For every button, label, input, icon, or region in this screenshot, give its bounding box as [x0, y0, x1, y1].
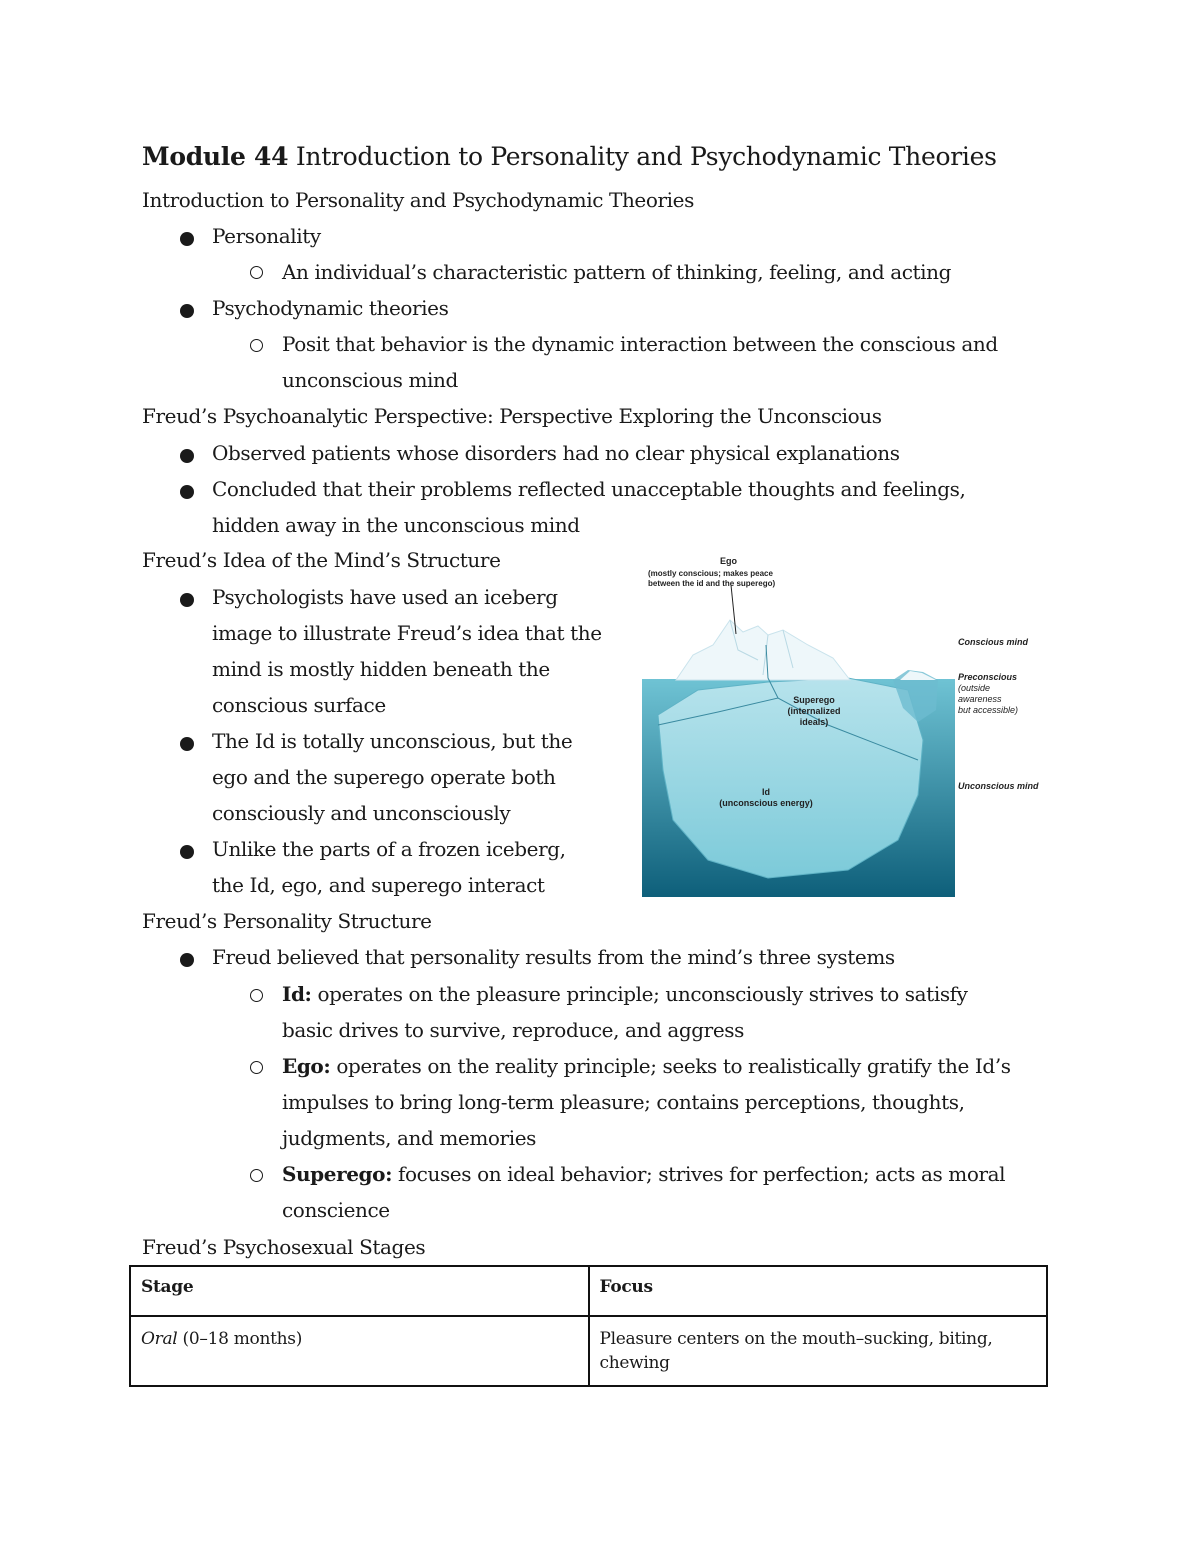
- preconscious-desc-2: awareness: [958, 694, 1002, 704]
- list-item-continued: ego and the superego operate both: [212, 765, 556, 789]
- superego-desc-1: (internalized: [787, 706, 841, 716]
- ego-desc-1: (mostly conscious; makes peace: [648, 569, 773, 578]
- id-desc: (unconscious energy): [719, 798, 813, 808]
- unconscious-mind-label: Unconscious mind: [958, 781, 1039, 791]
- ego-desc-2: between the id and the superego): [648, 579, 776, 588]
- sub-list-item-continued: impulses to bring long-term pleasure; contains perceptions, thoughts,: [282, 1090, 965, 1114]
- bullet-icon: [180, 953, 194, 967]
- list-item: Psychodynamic theories: [212, 296, 449, 320]
- id-label: Id: [762, 787, 770, 797]
- sub-list-item-continued: unconscious mind: [282, 368, 458, 392]
- sub-list-item: An individual’s characteristic pattern of thinking, feeling, and acting: [282, 260, 952, 284]
- superego-label: Superego: [793, 695, 835, 705]
- conscious-mind-label: Conscious mind: [958, 637, 1029, 647]
- list-item-continued: consciously and unconsciously: [212, 801, 511, 825]
- ego-label: Ego: [720, 556, 737, 566]
- preconscious-desc-3: but accessible): [958, 705, 1019, 715]
- list-item-continued: image to illustrate Freud’s idea that the: [212, 621, 602, 645]
- stage-age-range: (0–18 months): [177, 1329, 303, 1349]
- bullet-icon: [180, 737, 194, 751]
- definition-id: operates on the pleasure principle; unconsciously strives to satisfy: [311, 982, 968, 1006]
- bullet-icon: [180, 232, 194, 246]
- table-header-row: [130, 1266, 1047, 1316]
- bullet-icon: [180, 449, 194, 463]
- list-item: Personality: [212, 224, 321, 248]
- section-heading-psychosexual-stages: Freud’s Psychosexual Stages: [142, 1235, 426, 1259]
- list-item: The Id is totally unconscious, but the: [212, 729, 573, 753]
- section-heading-psychoanalytic: Freud’s Psychoanalytic Perspective: Perspective Exploring the Unconscious: [142, 404, 882, 428]
- sub-list-item-continued: conscience: [282, 1198, 390, 1222]
- bullet-icon: [180, 485, 194, 499]
- list-item: Psychologists have used an iceberg: [212, 585, 558, 609]
- superego-desc-2: ideals): [799, 717, 829, 727]
- sub-list-item-superego: [282, 1162, 1005, 1186]
- bullet-icon: [180, 304, 194, 318]
- term-ego: Ego:: [282, 1054, 331, 1078]
- bullet-icon: [180, 593, 194, 607]
- title-module-number: Module 44: [142, 142, 289, 171]
- section-heading-personality-structure: Freud’s Personality Structure: [142, 909, 432, 933]
- list-item-continued: hidden away in the unconscious mind: [212, 513, 580, 537]
- circle-bullet-icon: [250, 339, 263, 352]
- sub-list-item-ego: [282, 1054, 1011, 1078]
- section-heading-mind-structure: Freud’s Idea of the Mind’s Structure: [142, 548, 501, 572]
- term-superego: Superego:: [282, 1162, 393, 1186]
- table-header-stage: Stage: [130, 1266, 589, 1316]
- psychosexual-stages-table: [129, 1265, 1048, 1387]
- list-item-continued: the Id, ego, and superego interact: [212, 873, 545, 897]
- bullet-icon: [180, 845, 194, 859]
- circle-bullet-icon: [250, 266, 263, 279]
- list-item-continued: mind is mostly hidden beneath the: [212, 657, 550, 681]
- list-item: Concluded that their problems reflected unacceptable thoughts and feelings,: [212, 477, 966, 501]
- section-heading-intro: Introduction to Personality and Psychodynamic Theories: [142, 188, 694, 212]
- circle-bullet-icon: [250, 1169, 263, 1182]
- sub-list-item-continued: basic drives to survive, reproduce, and aggress: [282, 1018, 745, 1042]
- definition-ego: operates on the reality principle; seeks to realistically gratify the Id’s: [330, 1054, 1011, 1078]
- list-item: Freud believed that personality results from the mind’s three systems: [212, 945, 895, 969]
- stage-name: Oral: [141, 1329, 178, 1349]
- sub-list-item: Posit that behavior is the dynamic interaction between the conscious and: [282, 332, 998, 356]
- table-cell-focus: Pleasure centers on the mouth–sucking, biting, chewing: [589, 1316, 1048, 1386]
- circle-bullet-icon: [250, 989, 263, 1002]
- preconscious-desc-1: (outside: [958, 683, 991, 693]
- table-row: [130, 1316, 1047, 1386]
- list-item: Observed patients whose disorders had no clear physical explanations: [212, 441, 900, 465]
- title-text: Introduction to Personality and Psychodynamic Theories: [288, 142, 997, 171]
- list-item: Unlike the parts of a frozen iceberg,: [212, 837, 566, 861]
- sub-list-item-id: [282, 982, 968, 1006]
- definition-superego: focuses on ideal behavior; strives for perfection; acts as moral: [392, 1162, 1006, 1186]
- sub-list-item-continued: judgments, and memories: [282, 1126, 537, 1150]
- page-title: [142, 142, 997, 171]
- list-item-continued: conscious surface: [212, 693, 386, 717]
- circle-bullet-icon: [250, 1061, 263, 1074]
- term-id: Id:: [282, 982, 312, 1006]
- table-header-focus: Focus: [589, 1266, 1048, 1316]
- table-cell-stage: [130, 1316, 589, 1386]
- iceberg-diagram: [618, 550, 1058, 900]
- preconscious-label: Preconscious: [958, 672, 1018, 682]
